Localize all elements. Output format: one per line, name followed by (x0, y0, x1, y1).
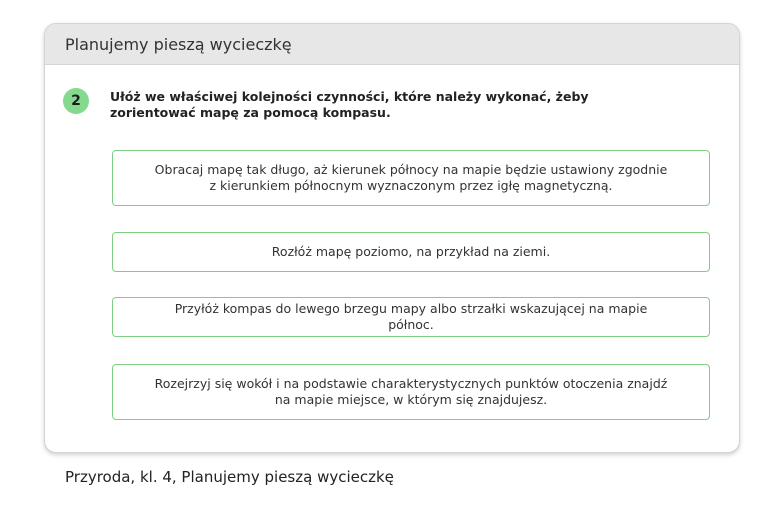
task-instruction: Ułóż we właściwej kolejności czynności, które należy wykonać, żeby zorientować mapę za pomocą kompasu. (110, 89, 589, 120)
option-text: Obracaj mapę tak długo, aż kierunek północy na mapie będzie ustawiony zgodnie z kierunkiem północnym wyznaczonym przez igłę magnetyczną. (154, 162, 668, 193)
card-header (45, 24, 739, 65)
sortable-option-2[interactable] (112, 232, 710, 272)
task-number-badge: 2 (63, 88, 89, 114)
option-text: Rozłóż mapę poziomo, na przykład na ziemi. (271, 244, 551, 259)
exercise-card (44, 23, 740, 453)
task-row (63, 89, 670, 121)
sortable-option-4[interactable] (112, 364, 710, 420)
option-text: Przyłóż kompas do lewego brzegu mapy albo strzałki wskazującej na mapie północ. (174, 301, 648, 332)
sortable-option-1[interactable] (112, 150, 710, 206)
card-title: Planujemy pieszą wycieczkę (65, 34, 292, 54)
source-caption: Przyroda, kl. 4, Planujemy pieszą wycieczkę (65, 468, 394, 486)
option-text: Rozejrzyj się wokół i na podstawie charakterystycznych punktów otoczenia znajdź na mapie miejsce, w którym się znajdujesz. (154, 376, 668, 407)
sortable-option-3[interactable] (112, 297, 710, 337)
